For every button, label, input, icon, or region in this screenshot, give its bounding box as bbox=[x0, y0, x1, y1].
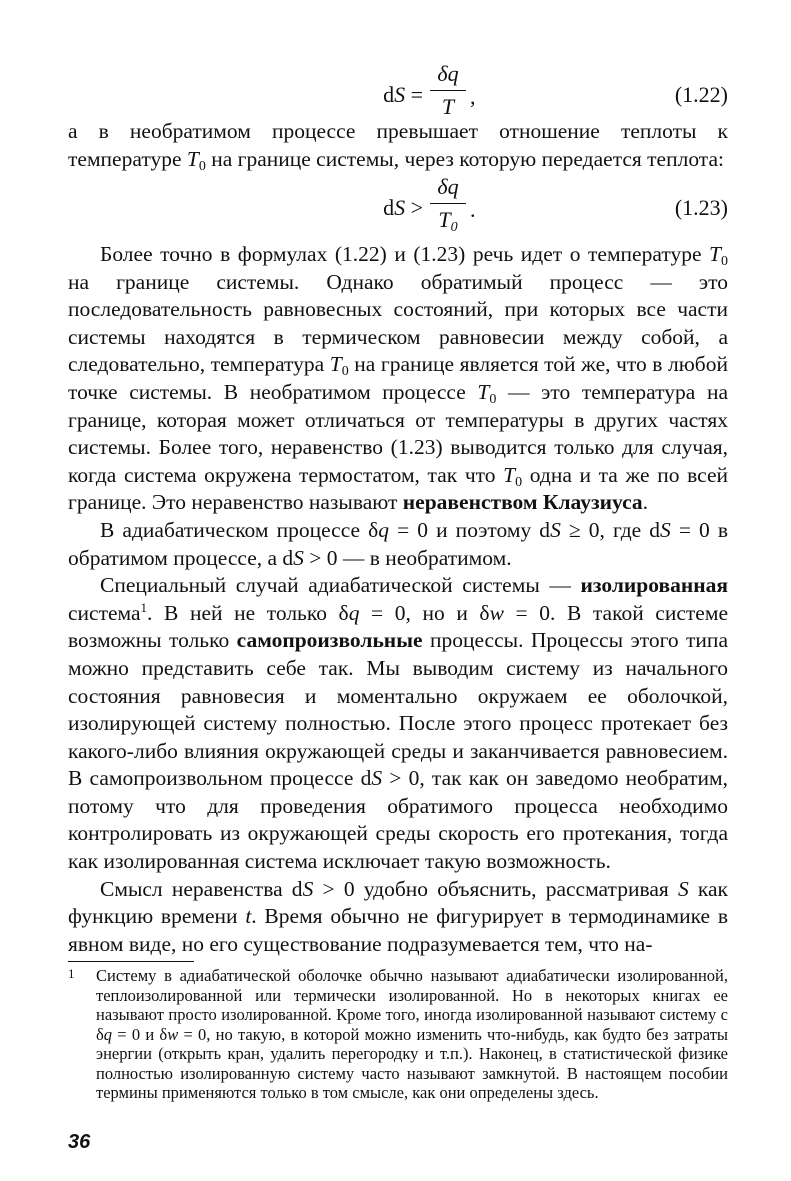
paragraph-time: Смысл неравенства dS > 0 удобно объяснить, рассматривая S как функцию времени t. Время обычно не фигурирует в термодинамике в явном виде, но его существование подразумевается тем, что на- bbox=[68, 876, 729, 956]
equation-lhs: dS > bbox=[383, 195, 423, 220]
equation-lhs: dS = bbox=[383, 82, 423, 107]
footnote bbox=[68, 966, 728, 1103]
footnote-mark: 1 bbox=[68, 966, 75, 981]
paragraph-isolated: Специальный случай адиабатической системы — изолированная система$^1$. В ней не только δq = 0, но и δw = 0. В такой системе возможны только самопроизвольные процессы. Процессы этого типа можно представить себе так. Мы выводим систему из начального состояния равновесия и моментально окружаем ее оболочкой, изолирующей систему полностью. После этого процесс протекает без какого-либо влияния окружающей среды и заканчивается равновесием. В самопроизвольном процессе dS > 0, так как он заведомо необратим, потому что для проведения обратимого процесса необходимо контролировать из окружающей среды скорость его протекания, тогда как изолированная система исключает такую возможность. bbox=[68, 573, 728, 874]
equation-number: (1.23) bbox=[674, 195, 728, 220]
equation-punct: . bbox=[470, 197, 476, 222]
page-number: 36 bbox=[68, 1131, 91, 1153]
body-text bbox=[68, 241, 728, 958]
paragraph-clausius: Более точно в формулах (1.22) и (1.23) речь идет о температуре $T_0$ на границе системы. Однако обратимый процесс — это последовательность равновесных состояний, при которых все части системы находятся в термическом равновесии между собой, а следовательно, температура $T_0$ на границе является той же, что в любой точке системы. В необратимом процессе $T_0$ — это температура на границе, которая может отличаться от температуры в других частях системы. Более того, неравенство (1.23) выводится только для случая, когда система окружена термостатом, так что $T_0$ одна и та же по всей границе. Это неравенство называют неравенством Клаузиуса. bbox=[68, 242, 728, 515]
footnote-text: Систему в адиабатической оболочке обычно называют адиабатически изолированной, теплоизолированной или термически изолированной. Но в некоторых книгах ее называют просто изолированной. Кроме того, иногда изолированной называют систему с δq = 0 и δw = 0, но такую, в которой можно изменить что-нибудь, как будто без затраты энергии (открыть кран, удалить перегородку и т.п.). Наконец, в статистической физике полностью изолированную систему часто называют замкнутой. В настоящем пособии термины применяются только в том смысле, как они определены здесь. bbox=[96, 966, 728, 1102]
fraction: δq T bbox=[428, 60, 468, 121]
equation-number: (1.22) bbox=[674, 82, 728, 107]
equation-1-23 bbox=[68, 173, 728, 243]
footnote-divider bbox=[68, 961, 194, 962]
equation-punct: , bbox=[470, 84, 476, 109]
fraction: δq $T_0$ bbox=[428, 173, 468, 234]
intro-paragraph: а в необратимом процессе превышает отношение теплоты к температуре $T_0$ на границе системы, через которую передается теплота: bbox=[68, 119, 728, 174]
paragraph-adiabatic: В адиабатическом процессе δq = 0 и поэтому dS ≥ 0, где dS = 0 в обратимом процессе, а dS > 0 — в необратимом. bbox=[68, 517, 729, 570]
